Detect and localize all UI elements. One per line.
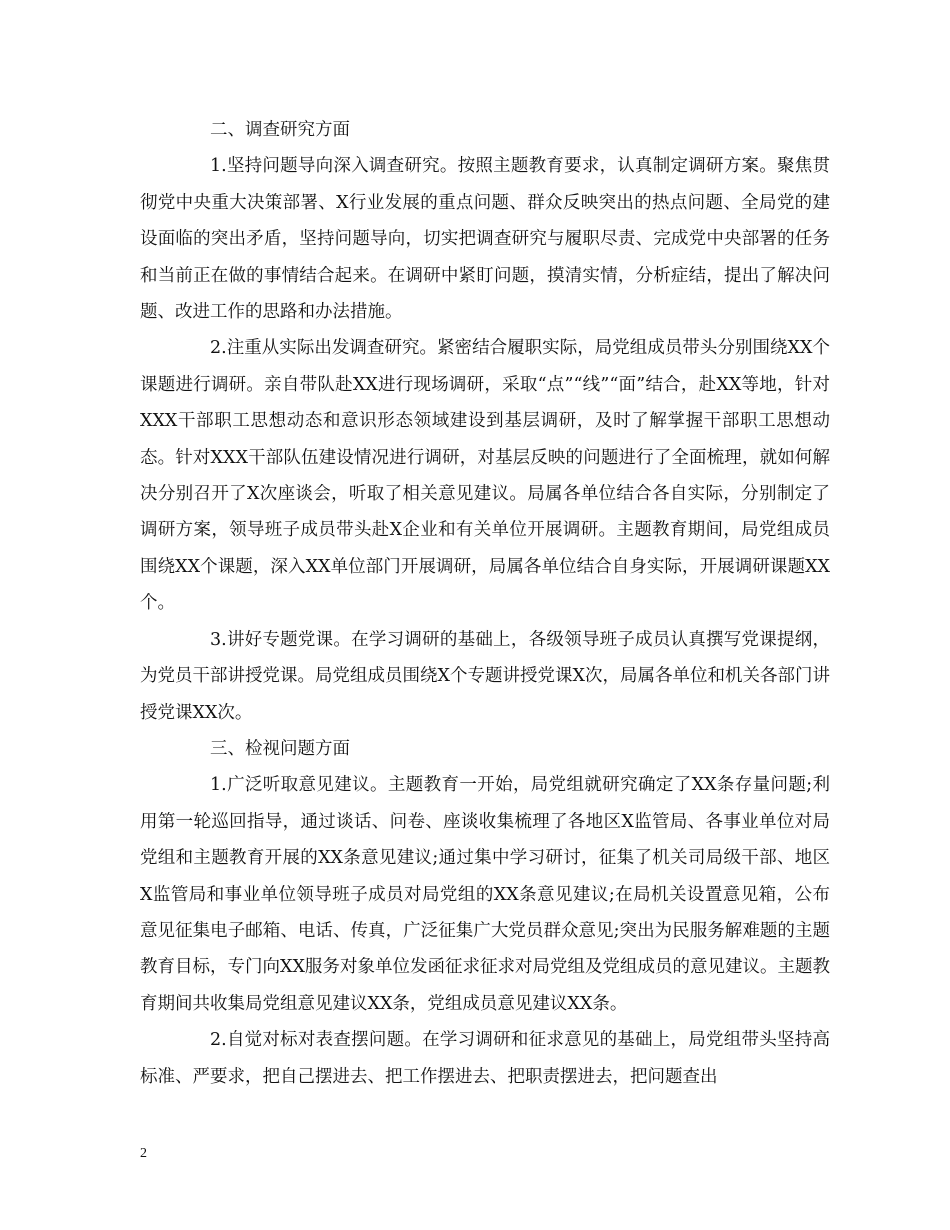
paragraph: 2.注重从实际出发调查研究。紧密结合履职实际，局党组成员带头分别围绕XX个课题进行调研。亲自带队赴XX进行现场调研，采取“点”“线”“面”结合，赴XX等地，针对XXX干部职工思想动态和意识形态领域建设到基层调研，及时了解掌握干部职工思想动态。针对XXX干部队伍建设情况进行调研，对基层反映的问题进行了全面梳理，就如何解决分别召开了X次座谈会，听取了相关意见建议。局属各单位结合各自实际，分别制定了调研方案，领导班子成员带头赴X企业和有关单位开展调研。主题教育期间，局党组成员围绕XX个课题，深入XX单位部门开展调研，局属各单位结合自身实际，开展调研课题XX个。 xyxy=(140,338,830,614)
document-body xyxy=(140,112,830,1095)
section-heading-3: 三、检视问题方面 xyxy=(210,738,350,759)
section-heading-2: 二、调查研究方面 xyxy=(210,120,350,140)
paragraph: 3.讲好专题党课。在学习调研的基础上，各级领导班子成员认真撰写党课提纲，为党员干部讲授党课。局党组成员围绕X个专题讲授党课X次，局属各单位和机关各部门讲授党课XX次。 xyxy=(140,629,830,723)
paragraph: 2.自觉对标对表查摆问题。在学习调研和征求意见的基础上，局党组带头坚持高标准、严要求，把自己摆进去、把工作摆进去、把职责摆进去，把问题查出 xyxy=(140,1030,830,1087)
paragraph: 1.广泛听取意见建议。主题教育一开始，局党组就研究确定了XX条存量问题;利用第一轮巡回指导，通过谈话、问卷、座谈收集梳理了各地区X监管局、各事业单位对局党组和主题教育开展的XX条意见建议;通过集中学习研讨，征集了机关司局级干部、地区X监管局和事业单位领导班子成员对局党组的XX条意见建议;在局机关设置意见箱，公布意见征集电子邮箱、电话、传真，广泛征集广大党员群众意见;突出为民服务解难题的主题教育目标，专门向XX服务对象单位发函征求征求对局党组及党组成员的意见建议。主题教育期间共收集局党组意见建议XX条，党组成员意见建议XX条。 xyxy=(140,775,830,1014)
page-number: 2 xyxy=(140,1146,147,1161)
paragraph: 1.坚持问题导向深入调查研究。按照主题教育要求，认真制定调研方案。聚焦贯彻党中央重大决策部署、X行业发展的重点问题、群众反映突出的热点问题、全局党的建设面临的突出矛盾，坚持问题导向，切实把调查研究与履职尽责、完成党中央部署的任务和当前正在做的事情结合起来。在调研中紧盯问题，摸清实情，分析症结，提出了解决问题、改进工作的思路和办法措施。 xyxy=(140,156,830,323)
